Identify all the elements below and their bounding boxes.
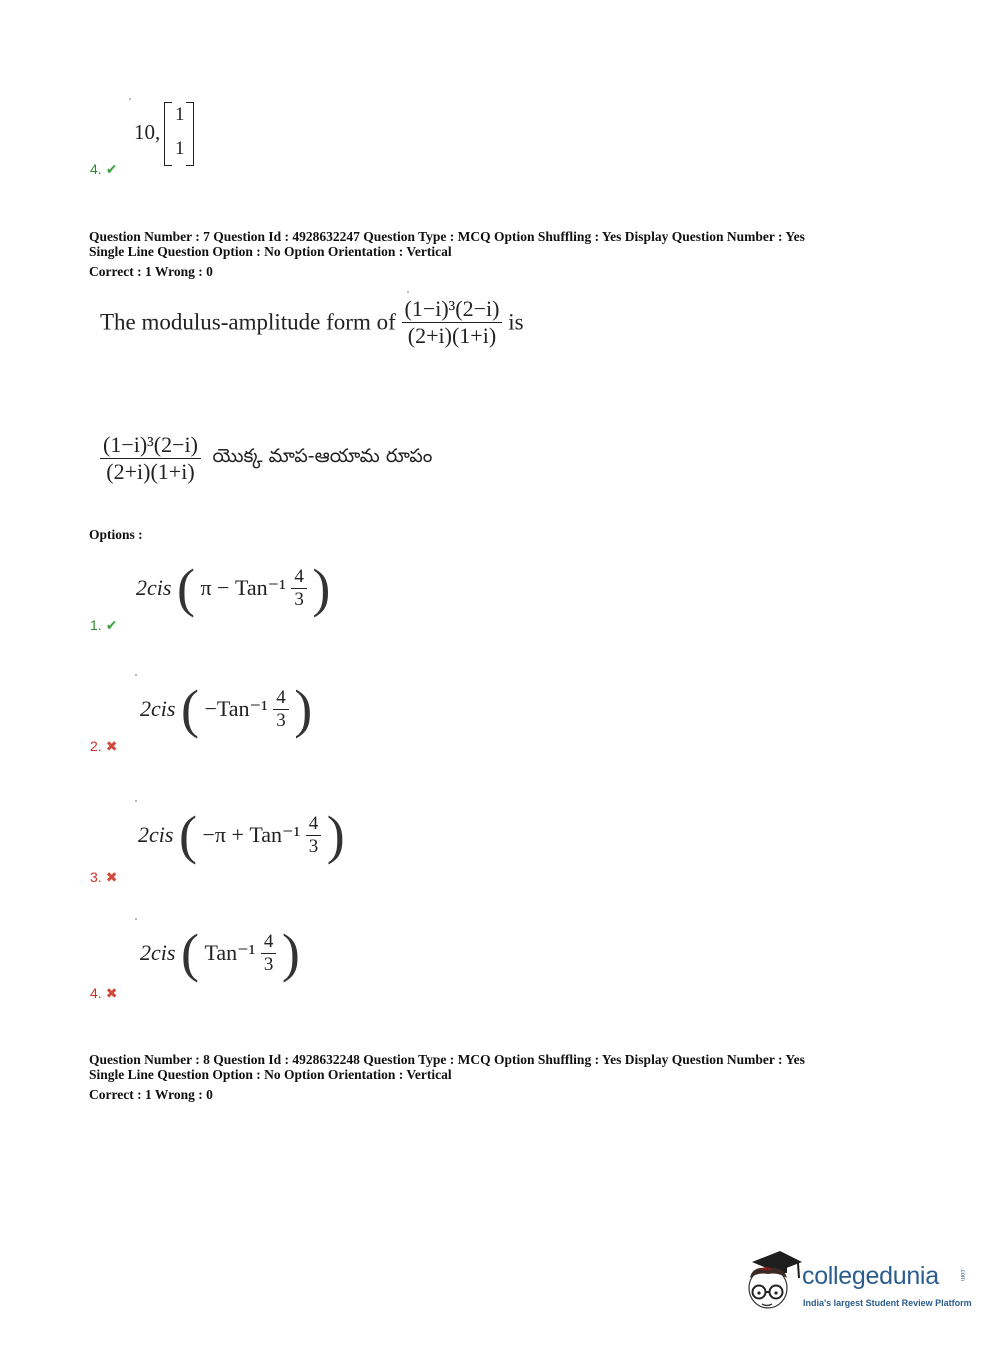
option-2-cis: 2cis xyxy=(140,696,176,721)
cross-icon: ✖ xyxy=(105,985,118,1001)
stray-dot xyxy=(135,918,137,920)
stray-dot xyxy=(407,291,409,293)
q7-question-en xyxy=(100,296,524,349)
q7-te-fraction-den: (2+i)(1+i) xyxy=(106,459,195,484)
q7-fraction-num: (1−i)³(2−i) xyxy=(402,296,503,323)
stray-dot xyxy=(135,674,137,676)
cross-icon: ✖ xyxy=(105,869,118,885)
option-4-frac-num: 4 xyxy=(261,931,277,954)
option-2-number: 2. ✖ xyxy=(90,738,118,754)
prev-option-matrix xyxy=(164,102,194,166)
paren-left: ( xyxy=(176,558,195,618)
option-4-cis: 2cis xyxy=(140,940,176,965)
paren-right: ) xyxy=(294,679,313,739)
logo-tagline: India's largest Student Review Platform xyxy=(803,1298,972,1308)
q7-te-fraction xyxy=(100,432,201,485)
option-2-frac xyxy=(273,687,289,732)
option-3-cis: 2cis xyxy=(138,822,174,847)
paren-left: ( xyxy=(180,679,199,739)
matrix-entry-2: 1 xyxy=(175,138,185,159)
prev-option-number: 4. ✔ xyxy=(90,161,118,177)
option-1-frac-num: 4 xyxy=(291,566,307,589)
logo-name: collegedunia xyxy=(802,1262,939,1290)
option-2-expr[interactable] xyxy=(140,679,313,739)
paren-left: ( xyxy=(178,805,197,865)
prev-option-scalar: 10, xyxy=(134,120,161,144)
q7-question-te xyxy=(100,432,432,485)
q7-question-suffix: is xyxy=(508,309,524,335)
q7-fraction xyxy=(402,296,503,349)
option-1-inner: π − Tan⁻¹ xyxy=(200,575,286,600)
paren-left: ( xyxy=(180,923,199,983)
q7-meta-line3: Correct : 1 Wrong : 0 xyxy=(89,264,213,279)
q8-meta-line3: Correct : 1 Wrong : 0 xyxy=(89,1087,213,1102)
check-icon: ✔ xyxy=(105,161,118,177)
q7-fraction-den: (2+i)(1+i) xyxy=(407,323,497,348)
matrix-entry-1: 1 xyxy=(175,104,185,125)
logo-com: .com xyxy=(959,1268,965,1282)
option-4-inner: Tan⁻¹ xyxy=(204,940,256,965)
option-4-frac-den: 3 xyxy=(263,953,274,975)
q7-meta-line1: Question Number : 7 Question Id : 4928632247 Question Type : MCQ Option Shuffling : Yes Display Question Number : Yes xyxy=(89,229,805,244)
cross-icon: ✖ xyxy=(105,738,118,754)
option-1-frac xyxy=(291,566,307,611)
stray-dot xyxy=(135,800,137,802)
option-3-frac xyxy=(306,813,322,858)
q7-te-fraction-num: (1−i)³(2−i) xyxy=(100,432,201,459)
q8-meta-line1: Question Number : 8 Question Id : 4928632248 Question Type : MCQ Option Shuffling : Yes Display Question Number : Yes xyxy=(89,1052,805,1067)
q7-question-prefix: The modulus-amplitude form of xyxy=(100,309,396,335)
option-4-expr[interactable] xyxy=(140,923,300,983)
mascot-icon xyxy=(742,1248,804,1314)
q7-te-suffix: యొక్క మాప-ఆయామ రూపం xyxy=(212,445,433,467)
paren-right: ) xyxy=(326,805,345,865)
paren-right: ) xyxy=(312,558,331,618)
option-2-frac-den: 3 xyxy=(276,709,286,731)
option-3-frac-num: 4 xyxy=(306,813,322,836)
options-label: Options : xyxy=(89,527,143,542)
option-3-inner: −π + Tan⁻¹ xyxy=(202,822,301,847)
option-1-frac-den: 3 xyxy=(294,588,304,610)
check-icon: ✔ xyxy=(105,617,118,633)
option-2-frac-num: 4 xyxy=(273,687,289,710)
collegedunia-logo[interactable] xyxy=(742,1248,972,1318)
q8-meta-line2: Single Line Question Option : No Option Orientation : Vertical xyxy=(89,1067,452,1082)
option-3-expr[interactable] xyxy=(138,805,345,865)
stray-dot xyxy=(129,98,131,100)
option-4-number: 4. ✖ xyxy=(90,985,118,1001)
option-3-frac-den: 3 xyxy=(308,835,319,857)
option-1-cis: 2cis xyxy=(136,575,172,600)
option-2-inner: −Tan⁻¹ xyxy=(204,696,268,721)
option-1-expr[interactable] xyxy=(136,558,331,618)
option-1-number: 1. ✔ xyxy=(90,617,118,633)
paren-right: ) xyxy=(281,923,300,983)
option-3-number: 3. ✖ xyxy=(90,869,118,885)
q7-meta-line2: Single Line Question Option : No Option Orientation : Vertical xyxy=(89,244,452,259)
option-4-frac xyxy=(261,931,277,976)
